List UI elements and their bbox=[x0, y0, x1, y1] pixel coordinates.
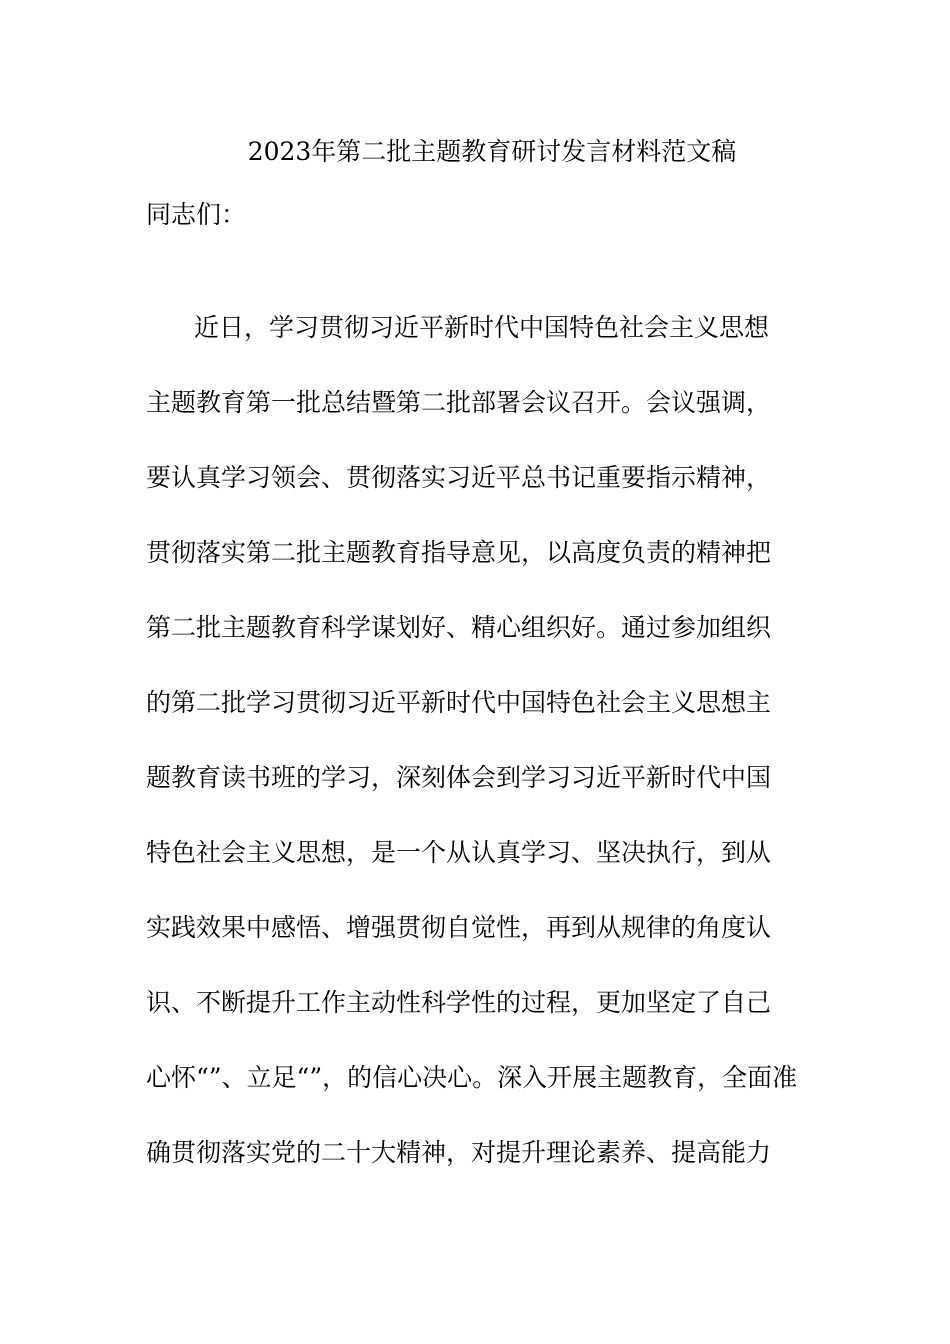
paragraph-line: 近日，学习贯彻习近平新时代中国特色社会主义思想 bbox=[194, 313, 770, 342]
paragraph-line: 确贯彻落实党的二十大精神，对提升理论素养、提高能力 bbox=[146, 1138, 772, 1167]
paragraph-line: 识、不断提升工作主动性科学性的过程，更加坚定了自己 bbox=[146, 988, 772, 1017]
paragraph-line: 第二批主题教育科学谋划好、精心组织好。通过参加组织 bbox=[146, 613, 772, 642]
document-title: 2023年第二批主题教育研讨发言材料范文稿 bbox=[247, 137, 737, 166]
paragraph-line: 题教育读书班的学习，深刻体会到学习习近平新时代中国 bbox=[146, 763, 772, 792]
paragraph-line: 心怀“”、立足“”，的信心决心。深入开展主题教育，全面准 bbox=[146, 1063, 798, 1092]
paragraph-line: 主题教育第一批总结暨第二批部署会议召开。会议强调， bbox=[146, 388, 772, 417]
paragraph-line: 贯彻落实第二批主题教育指导意见，以高度负责的精神把 bbox=[146, 538, 772, 567]
paragraph-line: 要认真学习领会、贯彻落实习近平总书记重要指示精神， bbox=[146, 463, 772, 492]
paragraph-line: 特色社会主义思想，是一个从认真学习、坚决执行，到从 bbox=[146, 838, 772, 867]
body-paragraph bbox=[146, 308, 806, 1208]
paragraph-line: 实践效果中感悟、增强贯彻自觉性，再到从规律的角度认 bbox=[146, 913, 772, 942]
paragraph-line: 的第二批学习贯彻习近平新时代中国特色社会主义思想主 bbox=[146, 688, 772, 717]
salutation: 同志们： bbox=[146, 200, 247, 229]
